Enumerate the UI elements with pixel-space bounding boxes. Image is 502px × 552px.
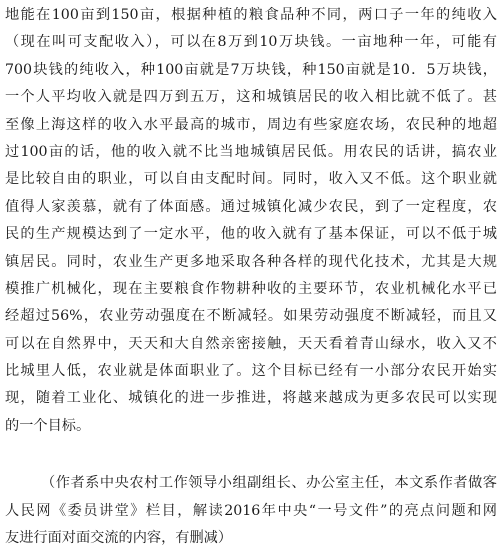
body-line: 镇居民。同时，农业生产更多地采取各种各样的现代化技术，尤其是大规: [5, 253, 497, 270]
note-line: 友进行面对面交流的内容，有删减）: [5, 530, 233, 547]
body-line: 现，随着工业化、城镇化的进一步推进，将越来越成为更多农民可以实现: [5, 390, 497, 407]
body-line: 一个人平均收入就是四万到五万，这和城镇居民的收入相比就不低了。甚: [5, 89, 497, 106]
body-line: 至像上海这样的收入水平最高的城市，周边有些家庭农场，农民种的地超: [5, 116, 497, 133]
body-line: （现在叫可支配收入），可以在8万到10万块钱。一亩地种一年，可能有: [5, 34, 497, 51]
body-line: 可以在自然界中，天天和大自然亲密接触，天天看着青山绿水，收入又不: [5, 335, 497, 352]
note-line: （作者系中央农村工作领导小组副组长、办公室主任，本文系作者做客: [41, 475, 497, 492]
body-line: 经超过56%，农业劳动强度在不断减轻。如果劳动强度不断减轻，而且又: [5, 308, 497, 325]
paragraph-gap: [5, 440, 497, 470]
body-line: 比城里人低，农业就是体面职业了。这个目标已经有一小部分农民开始实: [5, 363, 497, 380]
article-body: [5, 2, 497, 440]
body-line: 民的生产规模达到了一定水平，他的收入就有了基本保证，可以不低于城: [5, 226, 497, 243]
body-line: 值得人家羡慕，就有了体面感。通过城镇化减少农民，到了一定程度，农: [5, 198, 497, 215]
author-note: [5, 470, 497, 552]
body-line: 模推广机械化，现在主要粮食作物耕种收的主要环节，农业机械化水平已: [5, 280, 497, 297]
body-line: 过100亩的话，他的收入就不比当地城镇居民低。用农民的话讲，搞农业: [5, 143, 497, 160]
body-line: 的一个目标。: [5, 417, 91, 434]
body-line: 700块钱的纯收入，种100亩就是7万块钱，种150亩就是10．5万块钱，: [5, 61, 497, 78]
body-line: 地能在100亩到150亩，根据种植的粮食品种不同，两口子一年的纯收入: [5, 7, 497, 23]
note-line: 人民网《委员讲堂》栏目，解读2016年中央“一号文件”的亮点问题和网: [5, 502, 497, 519]
body-line: 是比较自由的职业，可以自由支配时间。同时，收入又不低。这个职业就: [5, 171, 497, 188]
